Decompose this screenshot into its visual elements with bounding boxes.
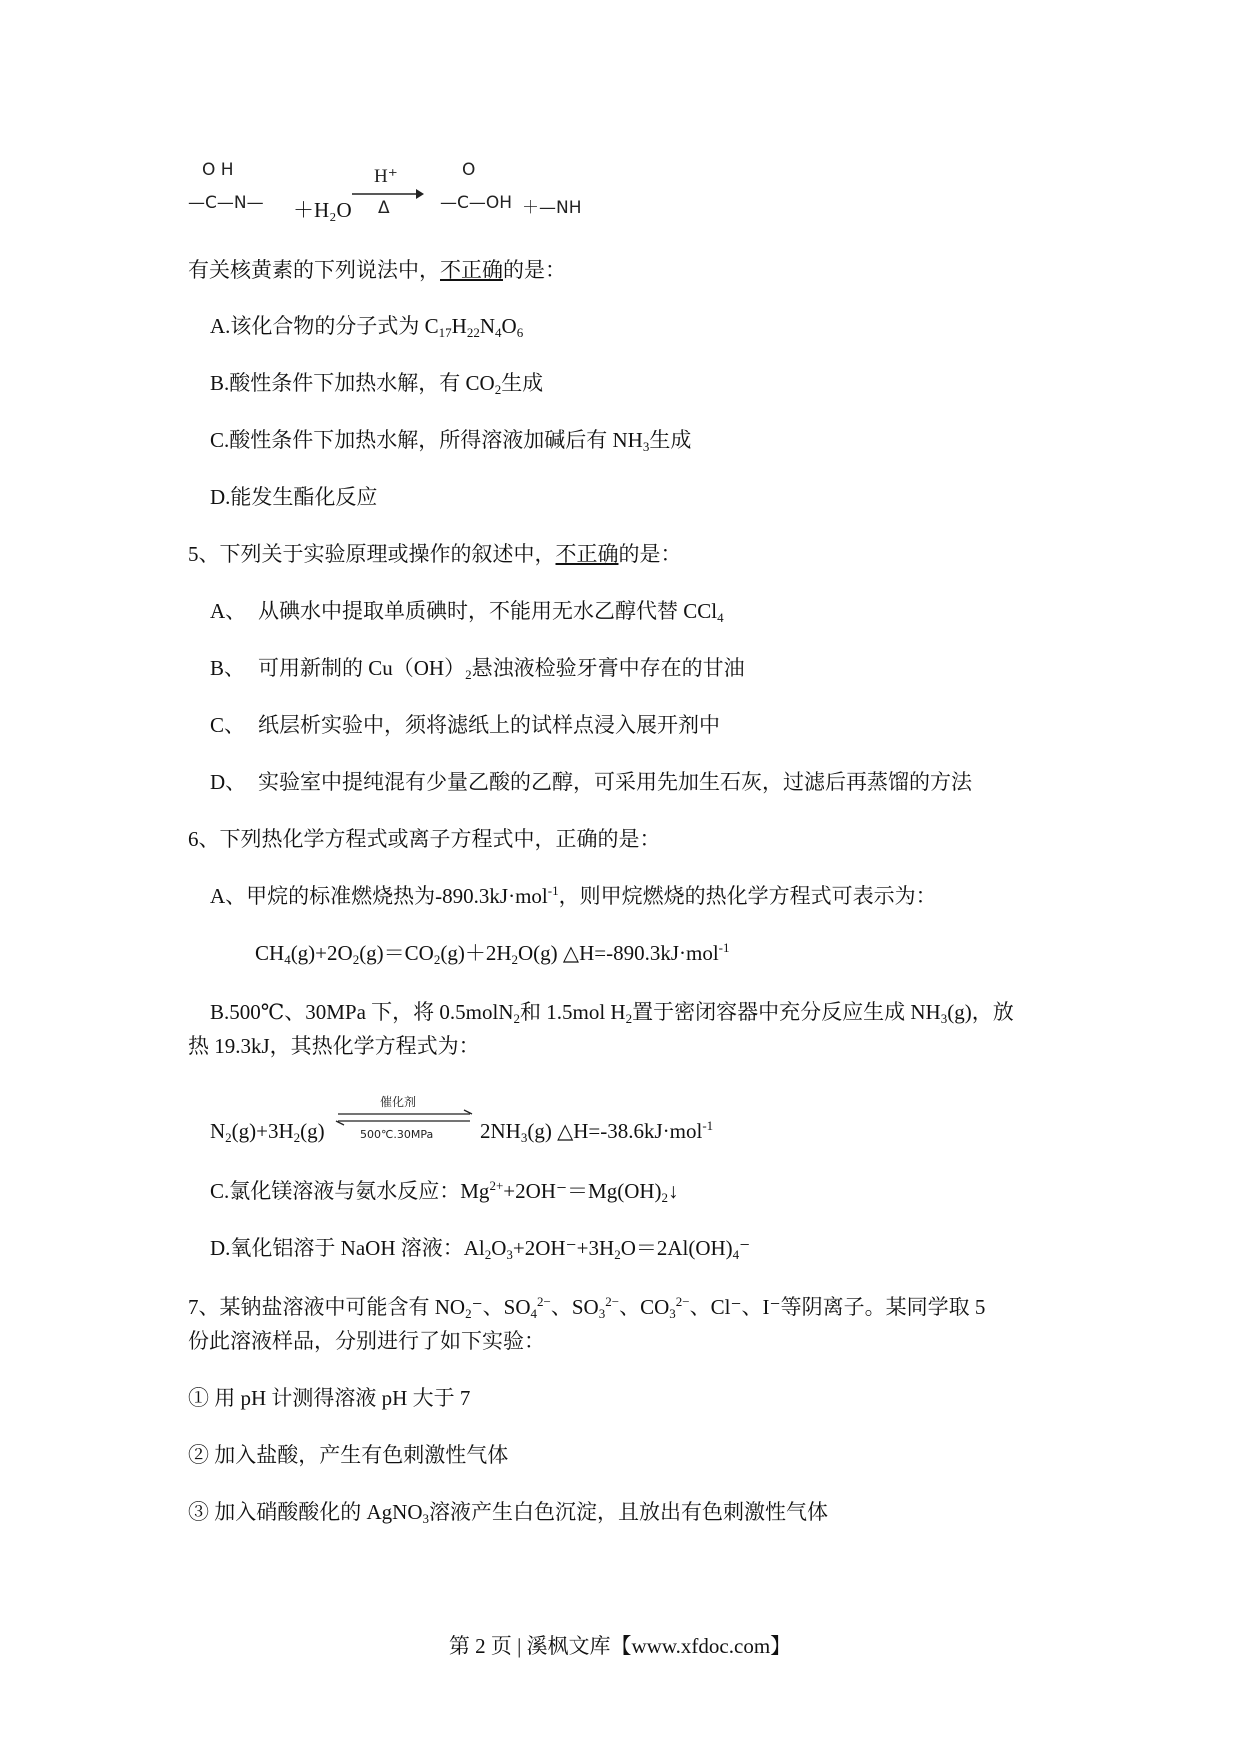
q6-option-b-line2: 热 19.3kJ，其热化学方程式为： xyxy=(188,1034,480,1058)
q4-stem: 有关核黄素的下列说法中，不正确的是： xyxy=(188,258,566,282)
q6-option-a: A、甲烷的标准燃烧热为-890.3kJ·mol$^{-1}$，则甲烷燃烧的热化学方程式可表示为： xyxy=(210,883,937,908)
amine-structure: ＋—NH xyxy=(522,198,582,218)
underlined-not-correct: 不正确 xyxy=(555,542,619,566)
q4-option-b: B.酸性条件下加热水解，有 $CO_2$生成 xyxy=(210,371,544,397)
q7-experiment-3: ③ 加入硝酸酸化的 AgNO$_3$溶液产生白色沉淀，且放出有色刺激性气体 xyxy=(188,1500,828,1526)
q4-option-d: D.能发生酯化反应 xyxy=(210,485,378,509)
catalyst-label: H⁺ xyxy=(374,166,398,187)
page-footer: 第 2 页 | 溪枫文库【www.xfdoc.com】 xyxy=(448,1634,792,1658)
equilibrium-arrow-bottom-label: 500℃.30MPa xyxy=(360,1128,434,1141)
q7-experiment-2: ② 加入盐酸，产生有色刺激性气体 xyxy=(188,1443,509,1467)
q7-stem-line2: 份此溶液样品，分别进行了如下实验： xyxy=(188,1329,545,1353)
acid-structure-bottom: —C—OH xyxy=(440,193,513,213)
q6-option-c: C.氯化镁溶液与氨水反应：$Mg^{2+}+2OH^-=Mg(OH)_2↓$ xyxy=(210,1178,679,1205)
equilibrium-arrow xyxy=(334,1109,476,1127)
q5-stem: 5、下列关于实验原理或操作的叙述中，不正确的是： xyxy=(188,542,682,566)
q6-option-b-equation-right: $2NH_3(g)$ △H=-38.6kJ·mol$^{-1}$ xyxy=(480,1118,714,1145)
equilibrium-arrow-top-label: 催化剂 xyxy=(380,1095,417,1109)
q5-option-b: B、 可用新制的 $Cu(OH)_2$悬浊液检验牙膏中存在的甘油 xyxy=(210,656,745,682)
q6-option-d: D.氧化铝溶于 NaOH 溶液：$Al_2O_3+2OH^-+3H_2O=2Al(OH)_4^-$ xyxy=(210,1236,751,1262)
heat-symbol: Δ xyxy=(378,198,390,218)
q6-stem: 6、下列热化学方程式或离子方程式中，正确的是： xyxy=(188,827,661,851)
q6-option-a-equation: $CH_4(g)+2O_2(g)=CO_2(g)+2H_2O(g)$ △H=-890.3kJ·mol$^{-1}$ xyxy=(255,940,730,967)
amide-structure-bottom: —C—N— xyxy=(188,193,264,213)
acid-structure-top: O xyxy=(462,160,476,180)
q5-option-d: D、 实验室中提纯混有少量乙酸的乙醇，可采用先加生石灰，过滤后再蒸馏的方法 xyxy=(210,770,972,794)
amide-structure-top: O H xyxy=(202,160,234,180)
q4-option-a: A.该化合物的分子式为 $C_{17}H_{22}N_4O_6$ xyxy=(210,314,524,340)
q4-option-c: C.酸性条件下加热水解，所得溶液加碱后有 $NH_3$生成 xyxy=(210,428,692,454)
q5-option-c: C、 纸层析实验中，须将滤纸上的试样点浸入展开剂中 xyxy=(210,713,720,737)
q7-experiment-1: ① 用 pH 计测得溶液 pH 大于 7 xyxy=(188,1386,471,1410)
q6-option-b-equation-left: $N_2(g)+3H_2(g)$ xyxy=(210,1119,325,1145)
plus-water: ＋H₂O xyxy=(293,198,352,222)
q6-option-b-line1: B.500℃、30MPa 下，将 0.5molN$_2$和 1.5mol $H_2$置于密闭容器中充分反应生成 $NH_3(g)$，放 xyxy=(210,1000,1014,1026)
q7-stem-line1: 7、某钠盐溶液中可能含有 $NO_2^-$、$SO_4^{2-}$、$SO_3^{2-}$、$CO_3^{2-}$、Cl⁻、I⁻等阴离子。某同学取 5 xyxy=(188,1294,986,1321)
q5-option-a: A、 从碘水中提取单质碘时，不能用无水乙醇代替 CCl$_4$ xyxy=(210,599,724,625)
underlined-not-correct: 不正确 xyxy=(440,258,503,282)
